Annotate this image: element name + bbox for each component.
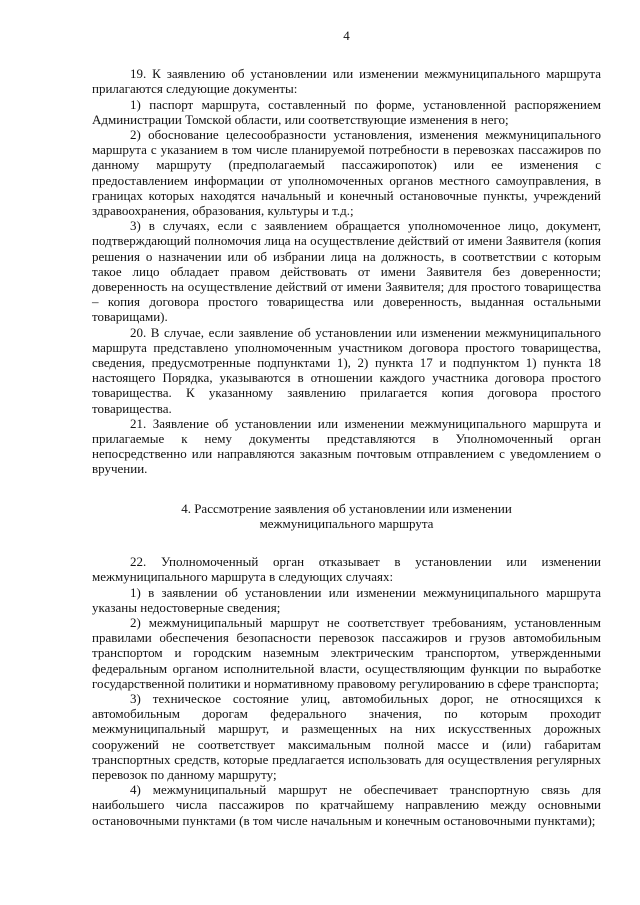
paragraph-22-item-2: 2) межмуниципальный маршрут не соответствует требованиям, установленным правилами обеспечения безопасности перевозок пассажиров и грузов автомобильным транспортом и городским наземным электрическим транспортом, утвержденными федеральным органом исполнительной власти, осуществляющим функции по выработке государственной политики и нормативному правовому регулированию в сфере транспорта; (92, 614, 601, 691)
paragraph-19: 19. К заявлению об установлении или изменении межмуниципального маршрута прилагаются следующие документы: (92, 66, 601, 97)
paragraph-22-item-4: 4) межмуниципальный маршрут не обеспечивает транспортную связь для наибольшего числа пассажиров по кратчайшему направлению между основными остановочными пунктами (в том числе начальным и конечным остановочными пунктами); (92, 782, 601, 828)
paragraph-20: 20. В случае, если заявление об установлении или изменении межмуниципального маршрута представлено уполномоченным участником договора простого товарищества, сведения, предусмотренные подпунктами 1), 2) пункта 17 и подпунктом 1) пункта 18 настоящего Порядка, указываются в отношении каждого участника договора простого товарищества. К указанному заявлению прилагается копия договора простого товарищества. (92, 324, 601, 416)
section-heading-line-2: межмуниципального маршрута (259, 515, 434, 531)
spacer (92, 531, 601, 554)
paragraph-22: 22. Уполномоченный орган отказывает в установлении или изменении межмуниципального маршрута в следующих случаях: (92, 554, 601, 585)
document-page (92, 28, 601, 828)
paragraph-19-item-2: 2) обоснование целесообразности установления, изменения межмуниципального маршрута с указанием в том числе планируемой потребности в перевозках пассажиров по данному маршруту (предполагаемый пассажиропоток) или ее изменения с предоставлением информации от уполномоченных органов местного самоуправления, в границах которых находятся начальный и конечный остановочные пункты, учреждений здравоохранения, образования, культуры и т.д.; (92, 127, 601, 219)
paragraph-21: 21. Заявление об установлении или изменении межмуниципального маршрута и прилагаемые к нему документы представляются в Уполномоченный орган непосредственно или направляются заказным почтовым отправлением с уведомлением о вручении. (92, 415, 601, 477)
spacer (92, 477, 601, 501)
paragraph-19-item-3: 3) в случаях, если с заявлением обращается уполномоченное лицо, документ, подтверждающий полномочия лица на осуществление действий от имени Заявителя (копия решения о назначении или об избрании лица на должность, в соответствии с которым такое лицо обладает правом действовать от имени Заявителя без доверенности; доверенность на осуществление действий от имени Заявителя; для простого товарищества – копия договора простого товарищества или доверенность, выданная остальными товарищами). (92, 218, 601, 325)
paragraph-22-item-3: 3) техническое состояние улиц, автомобильных дорог, не относящихся к автомобильным дорогам федерального значения, по которым проходит межмуниципальный маршрут, и размещенных на них искусственных дорожных сооружений не соответствует максимальным полной массе и (или) габаритам транспортных средств, которые предлагается использовать для осуществления регулярных перевозок по данному маршруту; (92, 690, 601, 782)
section-heading-line-1: 4. Рассмотрение заявления об установлении или изменении (181, 500, 512, 516)
page-number: 4 (343, 28, 350, 43)
paragraph-22-item-1: 1) в заявлении об установлении или изменении межмуниципального маршрута указаны недостоверные сведения; (92, 584, 601, 615)
paragraph-19-item-1: 1) паспорт маршрута, составленный по форме, установленной распоряжением Администрации Томской области, или соответствующие изменения в него; (92, 96, 601, 127)
